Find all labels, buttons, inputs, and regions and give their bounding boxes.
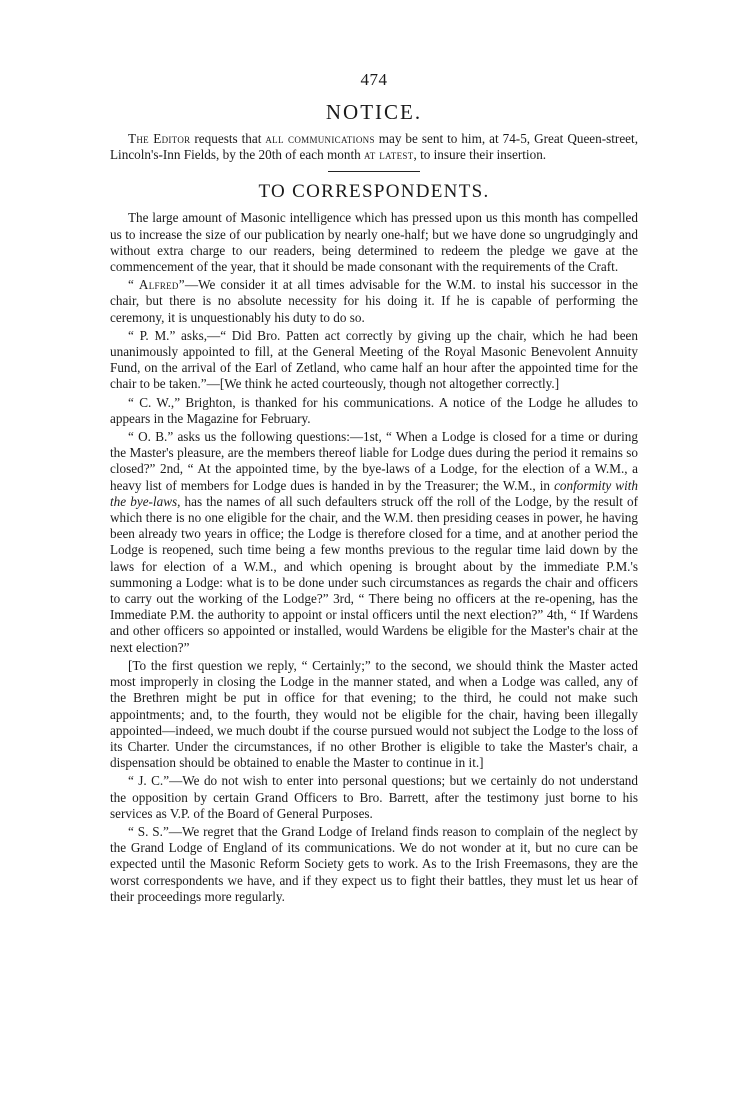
notice-part-6: , to insure their insertion. bbox=[413, 147, 547, 163]
alfred-paragraph bbox=[110, 277, 638, 326]
ob-part-c: , has the names of all such defaulters struck off the roll of the Lodge, by the result of which there is no one eligible for the chair, and the W.M. then presiding ceases in power, he having been already two years in office; the Lodge is therefore closed for a time, and at another period the Lodge is reopened, such time being a few months previous to the regular time laid down by the laws for election of a W.M., and which opening is brought about by the immediate P.M.'s summoning a Lodge: what is to be done under such circumstances as regards the chair and officers to carry out the working of the Lodge?” 3rd, “ There being no officers at the re-opening, has the Immediate P.M. the authority to appoint or instal officers until the next election?” 4th, “ If Wardens and other officers so appointed or installed, would Wardens be eligible for the Master's chair at the next election?” bbox=[110, 493, 638, 655]
reply-paragraph: [To the first question we reply, “ Certainly;” to the second, we should think the Master acted most improperly in closing the Lodge in the manner stated, and when a Lodge was called, any of the Brethren might be put in office for that evening; to the third, he could not make such appointments; and, to the fourth, they would not be eligible for the chair, having been illegally appointed—indeed, we much doubt if the course pursued would not subject the Lodge to the loss of its Charter. Under the circumstances, if no other Brother is eligible to take the Master's chair, a dispensation should be obtained to enable the Master to continue in it.] bbox=[110, 657, 638, 771]
notice-all-communications: all communications bbox=[265, 131, 375, 146]
page-number: 474 bbox=[360, 70, 388, 89]
section-divider bbox=[328, 171, 420, 172]
pm-paragraph: “ P. M.” asks,—“ Did Bro. Patten act correctly by giving up the chair, which he had been unanimously appointed to fill, at the General Meeting of the Royal Masonic Benevolent Annuity Fund, on the arrival of the Earl of Zetland, who came half an hour after the appointed time for the chair to be taken.”—[We think he acted courteously, though not altogether correctly.] bbox=[110, 327, 638, 392]
cw-paragraph: “ C. W.,” Brighton, is thanked for his communications. A notice of the Lodge he alludes to appears in the Magazine for February. bbox=[110, 394, 638, 426]
ob-paragraph bbox=[110, 429, 638, 656]
jc-paragraph: “ J. C.”—We do not wish to enter into personal questions; but we certainly do not understand the opposition by certain Grand Officers to Bro. Barrett, after the testimony just borne to his services as V.P. of the Board of General Purposes. bbox=[110, 773, 638, 821]
correspondents-heading: TO CORRESPONDENTS. bbox=[258, 181, 490, 203]
notice-heading: NOTICE. bbox=[325, 100, 423, 124]
notice-part-4: may be sent to him, at 74-5, Great Queen-street, Lincoln's-Inn Fields, by the 20th of each month bbox=[110, 131, 638, 163]
notice-at-latest: at latest bbox=[364, 147, 414, 163]
intro-paragraph: The large amount of Masonic intelligence which has pressed upon us this month has compelled us to increase the size of our publication by nearly one-half; but we have done so ungrudgingly and without extra charge to our readers, being determined to redeem the pledge we gave at the commencement of the year, that it should be made consonant with the requirements of the Craft. bbox=[110, 210, 638, 275]
ss-paragraph: “ S. S.”—We regret that the Grand Lodge of Ireland finds reason to complain of the neglect by the Grand Lodge of England of its communications. We do not wonder at it, but no cure can be expected until the Masonic Reform Society gets to work. As to the Irish Freemasons, they are the worst correspondents we have, and if they expect us to fight their battles, they must let us hear of their proceedings more regularly. bbox=[110, 823, 638, 904]
alfred-text: —We consider it at all times advisable for the W.M. to instal his successor in the chair, but there is no absolute necessity for his doing it. If he is capable of performing the ceremony, it is unquestionably his duty to do so. bbox=[110, 277, 638, 325]
ob-part-b: conformity with the bye-laws bbox=[110, 477, 638, 509]
notice-text bbox=[110, 131, 638, 163]
ob-part-a: “ O. B.” asks us the following questions:—1st, “ When a Lodge is closed for a time or during the Master's pleasure, are the members thereof liable for Lodge dues during the period it remains so closed?” 2nd, “ At the appointed time, by the bye-laws of a Lodge, for the election of a W.M., a heavy list of members for Lodge dues is handed in by the Treasurer; the W.M., in bbox=[110, 429, 638, 493]
alfred-lead: “ Alfred” bbox=[128, 277, 185, 293]
notice-part-2: requests that bbox=[190, 131, 266, 146]
notice-editor: The Editor bbox=[128, 131, 191, 146]
